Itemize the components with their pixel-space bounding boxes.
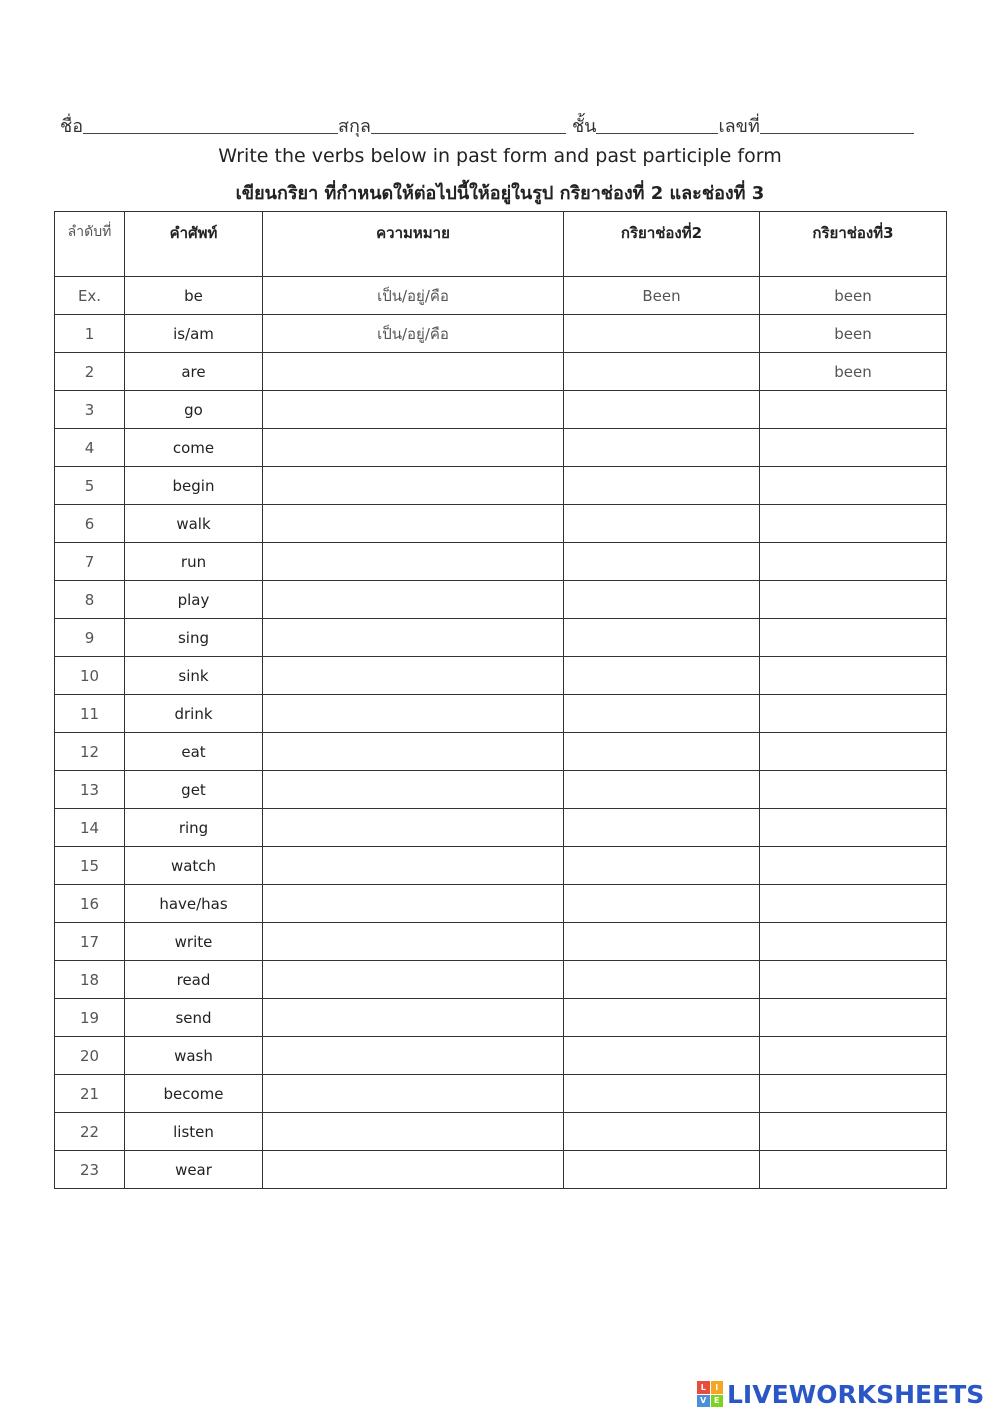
- cell-meaning[interactable]: [263, 809, 564, 847]
- cell-meaning[interactable]: [263, 467, 564, 505]
- table-row: [55, 353, 947, 391]
- cell-num: 14: [55, 809, 125, 847]
- cell-word: watch: [125, 847, 263, 885]
- table-row: [55, 961, 947, 999]
- cell-num: 18: [55, 961, 125, 999]
- cell-pp[interactable]: [760, 885, 947, 923]
- cell-past[interactable]: [564, 847, 760, 885]
- cell-meaning[interactable]: [263, 923, 564, 961]
- cell-num: 22: [55, 1113, 125, 1151]
- cell-past[interactable]: [564, 999, 760, 1037]
- cell-past[interactable]: [564, 505, 760, 543]
- table-row: [55, 505, 947, 543]
- instruction-english: Write the verbs below in past form and past participle form: [218, 145, 782, 167]
- cell-pp[interactable]: [760, 961, 947, 999]
- student-info-line: [60, 110, 940, 140]
- cell-pp[interactable]: [760, 847, 947, 885]
- cell-num: Ex.: [55, 277, 125, 315]
- table-row: [55, 923, 947, 961]
- table-row: [55, 885, 947, 923]
- cell-past[interactable]: [564, 353, 760, 391]
- header-meaning: ความหมาย: [263, 212, 564, 277]
- cell-past[interactable]: [564, 961, 760, 999]
- cell-word: come: [125, 429, 263, 467]
- table-row: [55, 1113, 947, 1151]
- name-field[interactable]: [83, 133, 338, 134]
- liveworksheets-logo-icon: L I V E: [697, 1381, 723, 1407]
- cell-num: 20: [55, 1037, 125, 1075]
- cell-word: wear: [125, 1151, 263, 1189]
- header-word: คำศัพท์: [125, 212, 263, 277]
- cell-pp[interactable]: [760, 1037, 947, 1075]
- cell-past[interactable]: Been: [564, 277, 760, 315]
- cell-num: 15: [55, 847, 125, 885]
- cell-num: 7: [55, 543, 125, 581]
- cell-past[interactable]: [564, 771, 760, 809]
- cell-word: have/has: [125, 885, 263, 923]
- cell-meaning[interactable]: [263, 999, 564, 1037]
- table-row: [55, 771, 947, 809]
- cell-word: drink: [125, 695, 263, 733]
- cell-meaning[interactable]: [263, 619, 564, 657]
- cell-past[interactable]: [564, 1037, 760, 1075]
- cell-past[interactable]: [564, 1075, 760, 1113]
- cell-meaning[interactable]: [263, 391, 564, 429]
- cell-meaning[interactable]: [263, 1037, 564, 1075]
- cell-meaning[interactable]: [263, 505, 564, 543]
- cell-past[interactable]: [564, 657, 760, 695]
- cell-past[interactable]: [564, 581, 760, 619]
- cell-meaning[interactable]: [263, 695, 564, 733]
- cell-num: 23: [55, 1151, 125, 1189]
- cell-num: 4: [55, 429, 125, 467]
- cell-word: begin: [125, 467, 263, 505]
- name-label: ชื่อ: [60, 116, 84, 137]
- cell-meaning[interactable]: [263, 733, 564, 771]
- cell-pp[interactable]: been: [760, 353, 947, 391]
- table-row: [55, 429, 947, 467]
- cell-pp[interactable]: [760, 391, 947, 429]
- cell-num: 12: [55, 733, 125, 771]
- surname-label: สกุล: [338, 116, 371, 137]
- cell-word: sink: [125, 657, 263, 695]
- cell-past[interactable]: [564, 543, 760, 581]
- table-row: [55, 809, 947, 847]
- cell-meaning[interactable]: [263, 657, 564, 695]
- cell-word: wash: [125, 1037, 263, 1075]
- cell-pp[interactable]: [760, 771, 947, 809]
- cell-word: are: [125, 353, 263, 391]
- cell-meaning[interactable]: เป็น/อยู่/คือ: [263, 277, 564, 315]
- cell-pp[interactable]: [760, 923, 947, 961]
- number-label: เลขที่: [718, 116, 760, 137]
- cell-num: 16: [55, 885, 125, 923]
- cell-word: ring: [125, 809, 263, 847]
- cell-past[interactable]: [564, 695, 760, 733]
- cell-pp[interactable]: [760, 1113, 947, 1151]
- table-row: [55, 1075, 947, 1113]
- header-past: กริยาช่องที่2: [564, 212, 760, 277]
- cell-pp[interactable]: [760, 1151, 947, 1189]
- table-row: [55, 581, 947, 619]
- cell-meaning[interactable]: [263, 961, 564, 999]
- cell-meaning[interactable]: [263, 1151, 564, 1189]
- cell-pp[interactable]: [760, 733, 947, 771]
- cell-pp[interactable]: [760, 999, 947, 1037]
- cell-meaning[interactable]: [263, 429, 564, 467]
- cell-num: 3: [55, 391, 125, 429]
- cell-past[interactable]: [564, 315, 760, 353]
- cell-past[interactable]: [564, 809, 760, 847]
- cell-word: eat: [125, 733, 263, 771]
- cell-word: be: [125, 277, 263, 315]
- cell-pp[interactable]: [760, 1075, 947, 1113]
- cell-word: run: [125, 543, 263, 581]
- cell-past[interactable]: [564, 391, 760, 429]
- cell-past[interactable]: [564, 923, 760, 961]
- cell-num: 10: [55, 657, 125, 695]
- cell-word: become: [125, 1075, 263, 1113]
- cell-pp[interactable]: [760, 809, 947, 847]
- cell-num: 6: [55, 505, 125, 543]
- cell-num: 19: [55, 999, 125, 1037]
- cell-num: 9: [55, 619, 125, 657]
- cell-num: 1: [55, 315, 125, 353]
- cell-num: 11: [55, 695, 125, 733]
- cell-pp[interactable]: [760, 467, 947, 505]
- table-row: [55, 999, 947, 1037]
- header-past-participle: กริยาช่องที่3: [760, 212, 947, 277]
- instruction-thai: เขียนกริยา ที่กำหนดให้ต่อไปนี้ให้อยู่ในรูป กริยาช่องที่ 2 และช่องที่ 3: [235, 183, 765, 204]
- table-row: [55, 467, 947, 505]
- cell-past[interactable]: [564, 1113, 760, 1151]
- cell-num: 21: [55, 1075, 125, 1113]
- cell-word: listen: [125, 1113, 263, 1151]
- table-row: [55, 315, 947, 353]
- cell-past[interactable]: [564, 1151, 760, 1189]
- cell-past[interactable]: [564, 467, 760, 505]
- class-label: ชั้น: [571, 116, 597, 137]
- cell-word: go: [125, 391, 263, 429]
- liveworksheets-brand: [697, 1377, 984, 1411]
- table-row: [55, 391, 947, 429]
- table-row: [55, 733, 947, 771]
- cell-num: 13: [55, 771, 125, 809]
- cell-word: send: [125, 999, 263, 1037]
- cell-num: 5: [55, 467, 125, 505]
- verb-table: [54, 211, 947, 1189]
- cell-meaning[interactable]: [263, 1113, 564, 1151]
- cell-meaning[interactable]: [263, 847, 564, 885]
- cell-num: 17: [55, 923, 125, 961]
- cell-pp[interactable]: [760, 657, 947, 695]
- cell-pp[interactable]: [760, 505, 947, 543]
- cell-num: 2: [55, 353, 125, 391]
- cell-word: read: [125, 961, 263, 999]
- cell-past[interactable]: [564, 733, 760, 771]
- cell-meaning[interactable]: [263, 543, 564, 581]
- cell-meaning[interactable]: [263, 885, 564, 923]
- table-row: [55, 657, 947, 695]
- table-row: [55, 543, 947, 581]
- table-row: [55, 1151, 947, 1189]
- cell-pp[interactable]: [760, 581, 947, 619]
- cell-num: 8: [55, 581, 125, 619]
- cell-meaning[interactable]: [263, 1075, 564, 1113]
- cell-word: sing: [125, 619, 263, 657]
- cell-pp[interactable]: [760, 619, 947, 657]
- cell-past[interactable]: [564, 429, 760, 467]
- table-row: [55, 847, 947, 885]
- cell-word: walk: [125, 505, 263, 543]
- cell-word: play: [125, 581, 263, 619]
- cell-pp[interactable]: been: [760, 315, 947, 353]
- header-number: ลำดับที่: [55, 212, 125, 277]
- number-field[interactable]: [760, 133, 914, 134]
- surname-field[interactable]: [371, 133, 566, 134]
- table-row: [55, 277, 947, 315]
- class-field[interactable]: [596, 133, 718, 134]
- cell-pp[interactable]: been: [760, 277, 947, 315]
- cell-pp[interactable]: [760, 543, 947, 581]
- table-row: [55, 1037, 947, 1075]
- brand-text: LIVEWORKSHEETS: [727, 1379, 985, 1409]
- cell-word: write: [125, 923, 263, 961]
- cell-word: is/am: [125, 315, 263, 353]
- cell-pp[interactable]: [760, 429, 947, 467]
- cell-past[interactable]: [564, 885, 760, 923]
- cell-pp[interactable]: [760, 695, 947, 733]
- table-header-row: [55, 212, 947, 277]
- table-row: [55, 619, 947, 657]
- cell-meaning[interactable]: [263, 581, 564, 619]
- cell-meaning[interactable]: เป็น/อยู่/คือ: [263, 315, 564, 353]
- table-row: [55, 695, 947, 733]
- cell-past[interactable]: [564, 619, 760, 657]
- cell-word: get: [125, 771, 263, 809]
- cell-meaning[interactable]: [263, 771, 564, 809]
- cell-meaning[interactable]: [263, 353, 564, 391]
